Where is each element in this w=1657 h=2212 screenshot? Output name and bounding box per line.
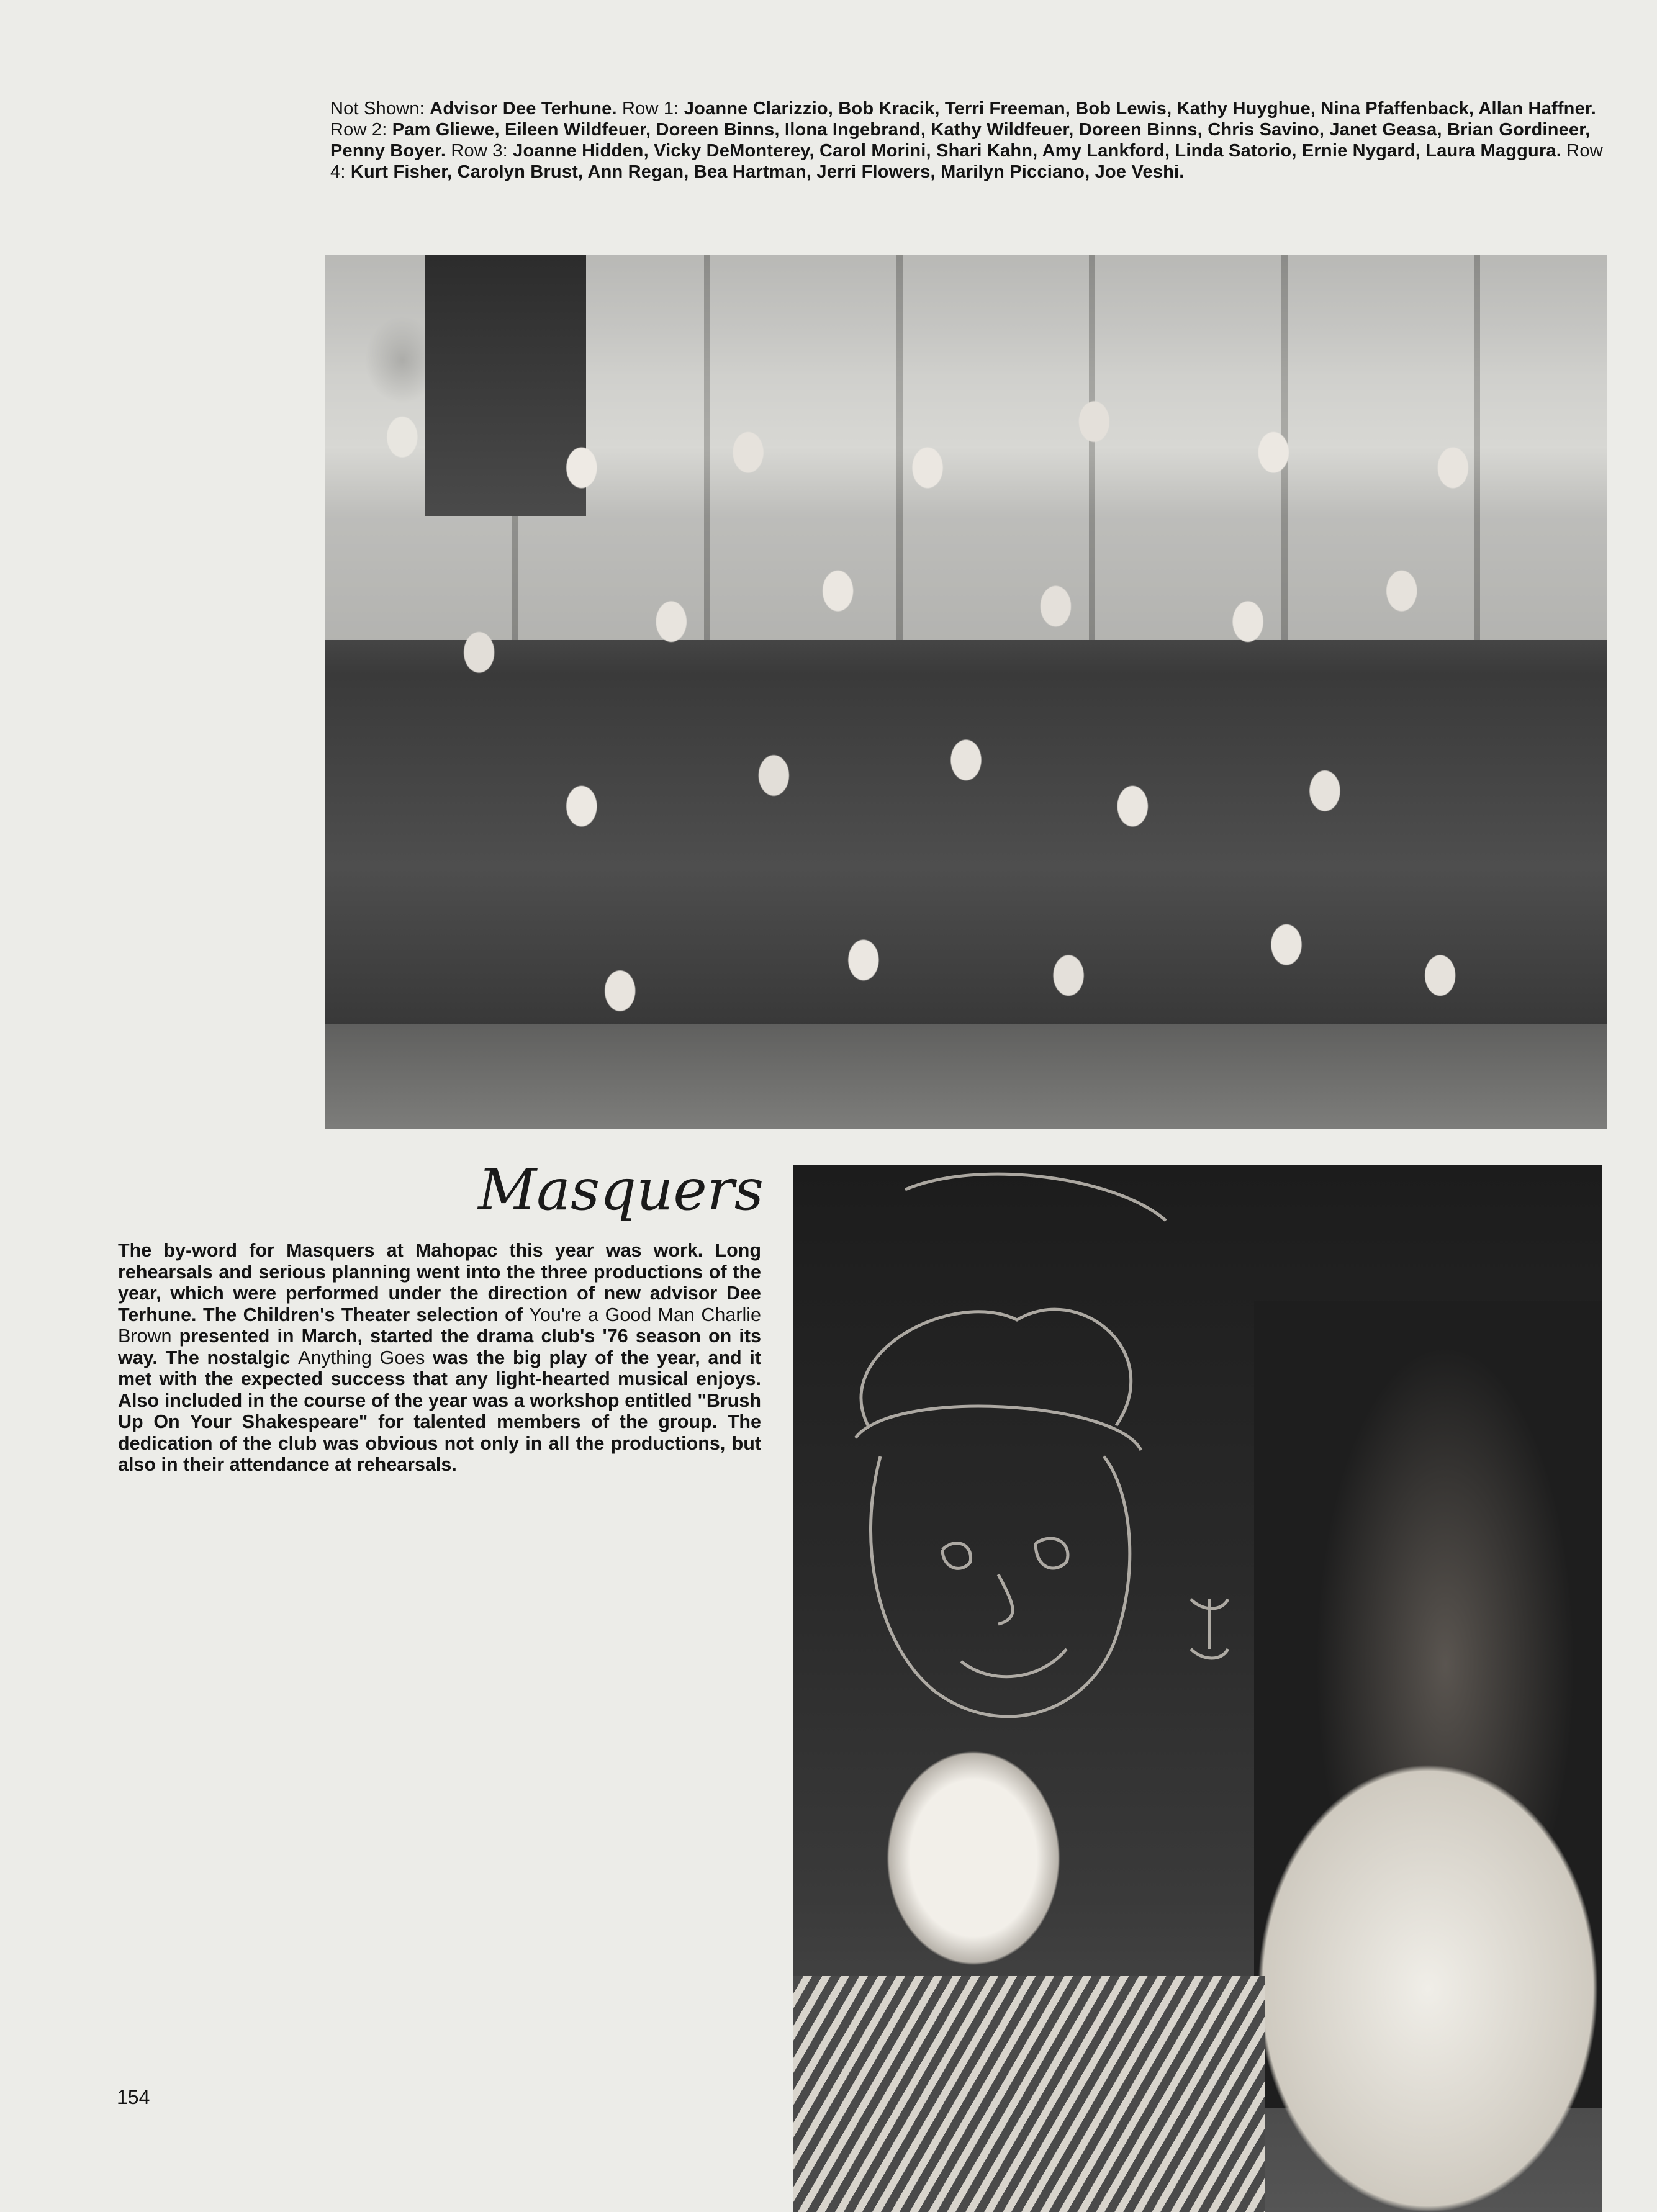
makeup-photo [793, 1165, 1602, 2212]
article-text-part1: The by-word for Masquers at Mahopac this year was work. Long rehearsals and serious planning went into the three productions of the year, which were performed under the direction of new advisor Dee Terhune. The Children's Theater selection of [118, 1240, 761, 1325]
caption-row1-names: Joanne Clarizzio, Bob Kracik, Terri Freeman, Bob Lewis, Kathy Huyghue, Nina Pfaffenback, Allan Haffner. [684, 99, 1597, 119]
page-number: 154 [117, 2086, 150, 2108]
student-face [868, 1728, 1079, 1989]
group-photo-caption [330, 98, 1609, 183]
caption-row4-names: Kurt Fisher, Carolyn Brust, Ann Regan, Bea Hartman, Jerri Flowers, Marilyn Picciano, Joe Veshi. [350, 162, 1185, 182]
play-title-charlie-brown: You're a Good Man Charlie Brown [118, 1304, 761, 1347]
caption-row2-label: Row 2: [330, 120, 392, 140]
caption-row3-label: Row 3: [446, 141, 513, 161]
caption-row1-label: Row 1: [616, 99, 684, 119]
play-title-anything-goes: Anything Goes [298, 1347, 425, 1368]
caption-not-shown-label: Not Shown: [330, 99, 430, 119]
page-title: Masquers [477, 1157, 764, 1223]
caption-row3-names: Joanne Hidden, Vicky DeMonterey, Carol Morini, Shari Kahn, Amy Lankford, Linda Satorio, Ernie Nygard, Laura Maggura. [513, 141, 1562, 161]
student-striped-shirt [793, 1976, 1265, 2212]
article-body [118, 1240, 761, 1476]
group-photo-floor [325, 1024, 1607, 1129]
article-text-part2: presented in March, started the drama club's '76 season on its way. The nostalgic [118, 1325, 761, 1368]
caption-row2-names: Pam Gliewe, Eileen Wildfeuer, Doreen Binns, Ilona Ingebrand, Kathy Wildfeuer, Doreen Binns, Chris Savino, Janet Geasa, Brian Gordineer, Penny Boyer. [330, 120, 1591, 161]
caption-row4-label: Row 4: [330, 141, 1603, 182]
group-photo-people [325, 360, 1607, 1129]
article-text-part3: was the big play of the year, and it met with the expected success that any light-hearted musical enjoys. Also included in the course of the year was a workshop entitled "Brush Up On Your Shakespeare" for talented members of the group. The dedication of the club was obvious not only in all the productions, but also in their attendance at rehearsals. [118, 1347, 761, 1475]
caption-not-shown-names: Advisor Dee Terhune. [430, 99, 617, 119]
group-photo [325, 255, 1607, 1129]
